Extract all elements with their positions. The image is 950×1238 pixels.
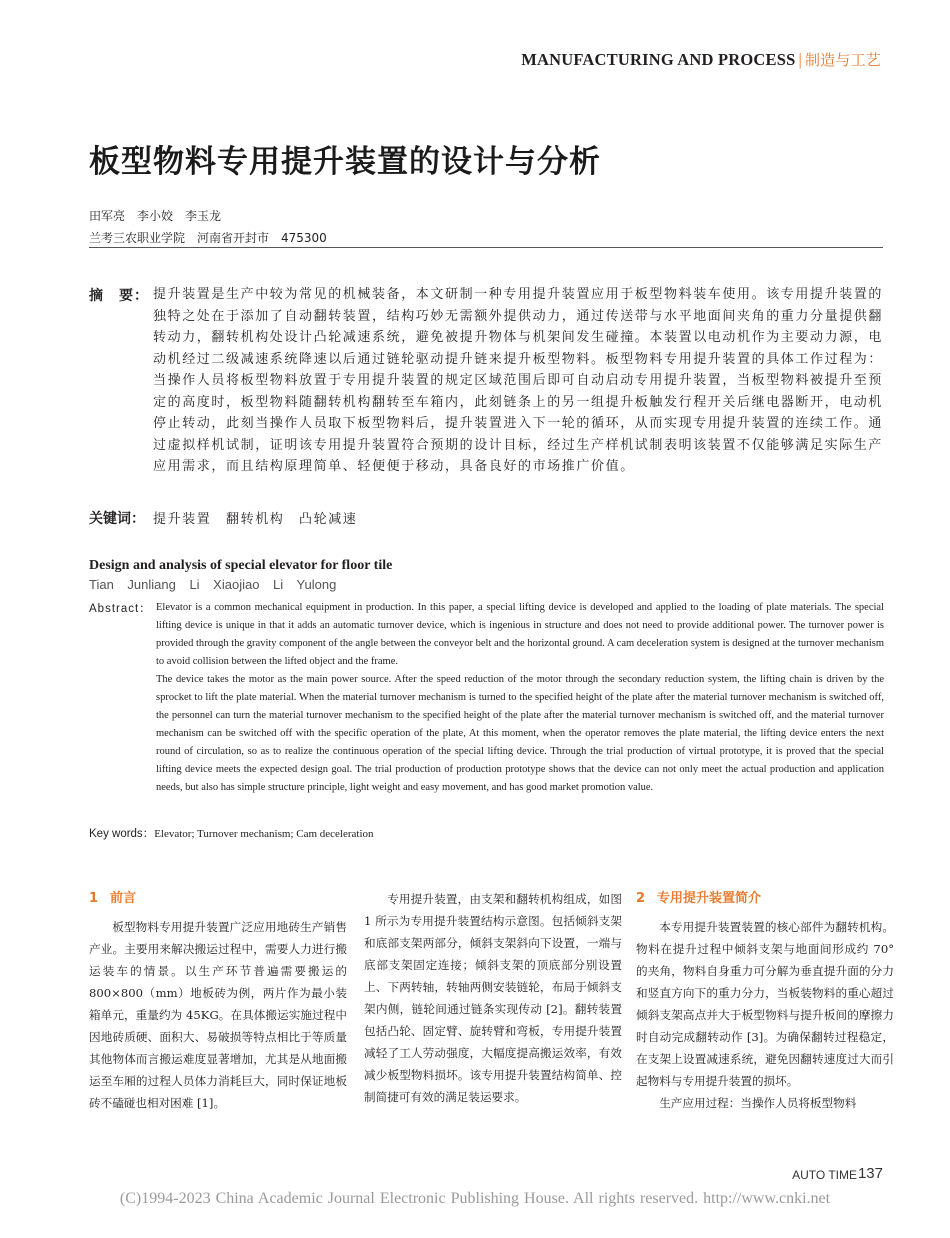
affiliation: 兰考三农职业学院 河南省开封市 475300 [89,231,327,245]
english-authors: Tian Junliang Li Xiaojiao Li Yulong [89,577,337,592]
body-column-3 [636,888,894,1114]
copyright-watermark: (C)1994-2023 China Academic Journal Electronic Publishing House. All rights reserved. http://www.cnki.net [119,1190,831,1207]
english-abstract-paragraph: The device takes the motor as the main power source. After the speed reduction of the motor through the secondary reduction system, the lifting chain is driven by the sprocket to lift the plate material. When the material turnover mechanism is turned to the specified height of the plate after the material turnover mechanism is switched off, the personnel can turn the material turnover mechanism to the specified height of the plate after the material turnover mechanism is switched off, and the material turnover mechanism can be switched off with the specific operation of the plate, At this moment, when the operator removes the plate material, the lifting device enters the next round of circulation, so as to realize the continuous operation of the special lifting device. Through the trial production of virtual prototype, it is proved that the special lifting device meets the expected design goal. The trial production of production prototype shows that the device can not only meet the actual production and application needs, but also has simple structure principle, light weight and easy movement, and has good market promotion value. [156,674,884,793]
english-keywords [89,825,374,841]
section-heading-1 [89,888,347,910]
abstract-cn-text: 提升装置是生产中较为常见的机械装备，本文研制一种专用提升装置应用于板型物料装车使用。该专用提升装置的独特之处在于添加了自动翻转装置，结构巧妙无需额外提供动力，通过传送带与水平地面间夹角的重力分量提供翻转动力，翻转机构处设计凸轮减速系统，避免被提升物体与机架间发生碰撞。本装置以电动机作为主要动力源，电动机经过二级减速系统降速以后通过链轮驱动提升链来提升板型物料。板型物料专用提升装置的具体工作过程为：当操作人员将板型物料放置于专用提升装置的规定区域范围后即可自动启动专用提升装置，当板型物料被提升至预定的高度时，板型物料随翻转机构翻转至车箱内，此刻链条上的另一组提升板触发行程开关后继电器断开，电动机停止转动，此刻当操作人员取下板型物料后，提升装置进入下一轮的循环，从而实现专用提升装置的连续工作。通过虚拟样机试制，证明该专用提升装置符合预期的设计目标，经过生产样机试制表明该装置不仅能够满足实际生产应用需求，而且结构原理简单、轻便便于移动，具备良好的市场推广价值。 [153,287,884,474]
header-section-en: MANUFACTURING AND PROCESS [521,50,796,69]
keywords-cn-label: 关键词： [89,511,145,527]
body-paragraph: 专用提升装置，由支架和翻转机构组成，如图 1 所示为专用提升装置结构示意图。包括倾斜支架和底部支架两部分，倾斜支架斜向下设置，一端与底部支架固定连接；倾斜支架的顶底部分别设置上、下两转轴，转轴两侧安装链轮，布局于倾斜支架内侧，链轮间通过链条实现传动 [2]。翻转装置包括凸轮、固定臂、旋转臂和弯板，专用提升装置减轻了工人劳动强度，大幅度提高搬运效率，有效减少板型物料损坏。该专用提升装置结构简单、控制简捷可有效的满足装运要求。 [364,892,622,1104]
english-keywords-text: Elevator; Turnover mechanism; Cam deceleration [154,828,374,840]
english-title: Design and analysis of special elevator for floor tile [89,558,393,573]
abstract-cn-label: 摘 要： [89,288,149,304]
footer-journal-name: AUTO TIME [792,1168,857,1182]
page-number: 137 [857,1165,883,1182]
running-header [521,49,881,70]
body-paragraph: 板型物料专用提升装置广泛应用地砖生产销售产业。主要用来解决搬运过程中，需要人力进行搬运装车的情景。以生产环节普遍需要搬运的 800×800（mm）地板砖为例，两片作为最小装箱单元，重量约为 45KG。在具体搬运实施过程中因地砖质硬、面积大、易破损等特点相比于等质量其他物体而言搬运难度显著增加，尤其是从地面搬运至车厢的过程人员体力消耗巨大，同时保证地板砖不磕碰也相对困难 [1]。 [89,920,347,1110]
english-abstract-paragraph: Elevator is a common mechanical equipment in production. In this paper, a special lifting device is developed and applied to the loading of plate materials. The special lifting device is unique in that it adds an automatic turnover device, which is ingenious in structure and does not need to provide additional power. The turnover power is provided through the gravity component of the angle between the conveyor belt and the horizontal ground. A cam deceleration system is designed at the turnover mechanism to avoid collision between the lifted object and the frame. [156,602,884,667]
section-number: 1 [89,891,99,906]
header-divider [89,247,883,248]
header-separator: | [798,50,802,69]
section-number: 2 [636,891,646,906]
body-column-1 [89,888,347,1114]
body-paragraph: 生产应用过程：当操作人员将板型物料 [659,1096,857,1110]
body-paragraph: 本专用提升装置装置的核心部件为翻转机构。物料在提升过程中倾斜支架与地面间形成约 70° 的夹角，物料自身重力可分解为垂直提升面的分力和竖直方向下的重力分力，当板装物料的重心超过倾斜支架高点并大于板型物料与提升板间的摩擦力时自动完成翻转动作 [3]。为确保翻转过程稳定，在支架上设置减速系统，避免因翻转速度过大而引起物料与专用提升装置的损坏。 [636,920,894,1088]
section-heading-2 [636,888,894,910]
english-keywords-label: Key words： [89,828,155,840]
article-title: 板型物料专用提升装置的设计与分析 [89,144,601,180]
english-abstract-label: Abstract： [89,603,152,615]
authors: 田军亮 李小姣 李玉龙 [89,209,222,223]
body-column-2 [364,888,622,1108]
keywords-cn-text: 提升装置 翻转机构 凸轮减速 [153,512,358,527]
section-title: 前言 [110,891,137,906]
english-abstract [156,599,884,797]
section-title: 专用提升装置简介 [657,891,762,906]
header-section-cn: 制造与工艺 [804,51,881,69]
